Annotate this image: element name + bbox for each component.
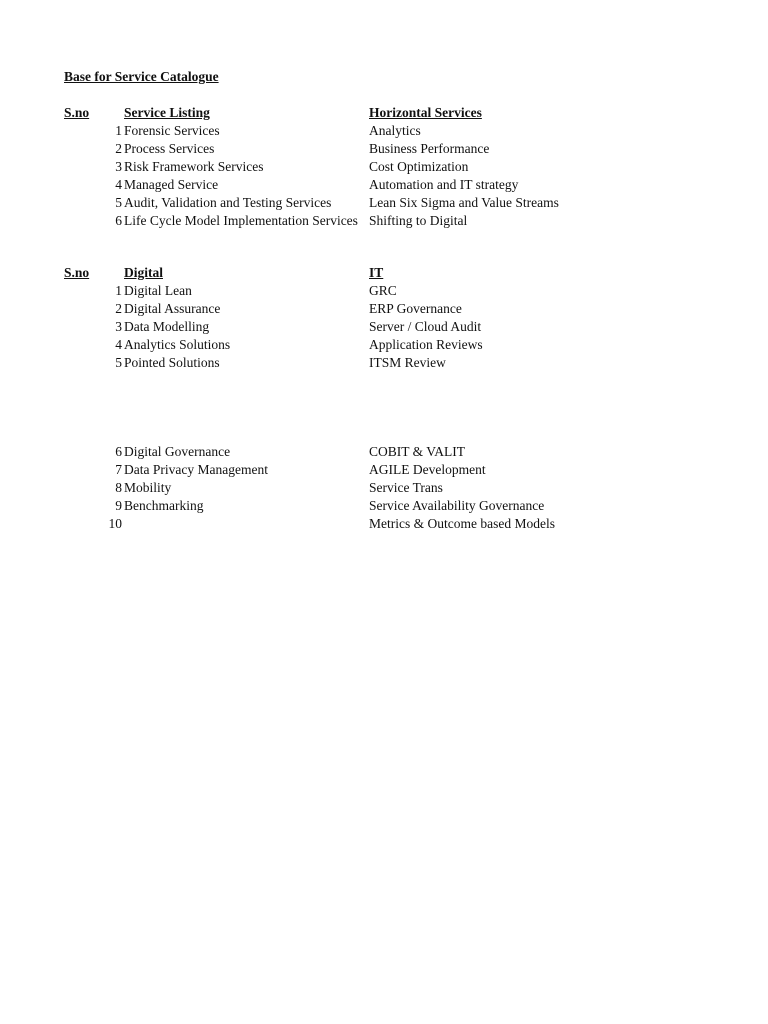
row-number: 5 [115, 195, 122, 210]
digital-cell: Digital Governance [124, 444, 231, 459]
it-header: IT [369, 265, 384, 280]
sno-header: S.no [64, 265, 90, 280]
horizontal-services-header: Horizontal Services [369, 105, 482, 120]
table-row [0, 122, 768, 140]
table-row [0, 354, 768, 372]
row-number: 9 [115, 498, 122, 513]
table-row [0, 176, 768, 194]
table-header-row [0, 104, 768, 122]
sno-header: S.no [64, 105, 90, 120]
horizontal-services-cell: Lean Six Sigma and Value Streams [369, 195, 559, 210]
digital-cell: Pointed Solutions [124, 355, 220, 370]
table-row [0, 300, 768, 318]
table-row [0, 479, 768, 497]
it-cell: Service Trans [369, 480, 443, 495]
row-number: 7 [115, 462, 122, 477]
table-row [0, 194, 768, 212]
it-cell: GRC [369, 283, 397, 298]
digital-cell: Digital Lean [124, 283, 192, 298]
row-number: 10 [108, 516, 122, 531]
service-listing-cell: Life Cycle Model Implementation Services [124, 213, 358, 228]
digital-cell: Data Modelling [124, 319, 210, 334]
row-number: 5 [115, 355, 122, 370]
horizontal-services-cell: Shifting to Digital [369, 213, 468, 228]
row-number: 4 [115, 177, 122, 192]
horizontal-services-cell: Automation and IT strategy [369, 177, 519, 192]
digital-cell: Analytics Solutions [124, 337, 231, 352]
horizontal-services-cell: Business Performance [369, 141, 490, 156]
row-number: 8 [115, 480, 122, 495]
it-cell: ITSM Review [369, 355, 446, 370]
horizontal-services-cell: Analytics [369, 123, 421, 138]
row-number: 1 [115, 283, 122, 298]
it-cell: AGILE Development [369, 462, 486, 477]
digital-cell: Benchmarking [124, 498, 204, 513]
it-cell: Application Reviews [369, 337, 483, 352]
table-row [0, 336, 768, 354]
page-title: Base for Service Catalogue [64, 69, 219, 84]
horizontal-services-cell: Cost Optimization [369, 159, 469, 174]
row-number: 2 [115, 301, 122, 316]
table-row [0, 497, 768, 515]
digital-cell: Digital Assurance [124, 301, 221, 316]
it-cell: Service Availability Governance [369, 498, 545, 513]
table-row [0, 515, 768, 533]
service-listing-cell: Managed Service [124, 177, 219, 192]
table-row [0, 140, 768, 158]
it-cell: COBIT & VALIT [369, 444, 466, 459]
service-listing-cell: Risk Framework Services [124, 159, 264, 174]
row-number: 6 [115, 444, 122, 459]
table-row [0, 461, 768, 479]
row-number: 1 [115, 123, 122, 138]
it-cell: ERP Governance [369, 301, 462, 316]
table-row [0, 282, 768, 300]
table-row [0, 158, 768, 176]
row-number: 2 [115, 141, 122, 156]
row-number: 3 [115, 319, 122, 334]
service-listing-cell: Audit, Validation and Testing Services [124, 195, 332, 210]
row-number: 6 [115, 213, 122, 228]
digital-cell: Mobility [124, 480, 172, 495]
table-row [0, 212, 768, 230]
table-row [0, 318, 768, 336]
row-number: 3 [115, 159, 122, 174]
digital-cell: Data Privacy Management [124, 462, 268, 477]
row-number: 4 [115, 337, 122, 352]
service-listing-cell: Forensic Services [124, 123, 220, 138]
table-row [0, 443, 768, 461]
table-header-row [0, 264, 768, 282]
it-cell: Server / Cloud Audit [369, 319, 482, 334]
digital-header: Digital [124, 265, 163, 280]
service-listing-cell: Process Services [124, 141, 215, 156]
service-listing-header: Service Listing [124, 105, 210, 120]
it-cell: Metrics & Outcome based Models [369, 516, 555, 531]
